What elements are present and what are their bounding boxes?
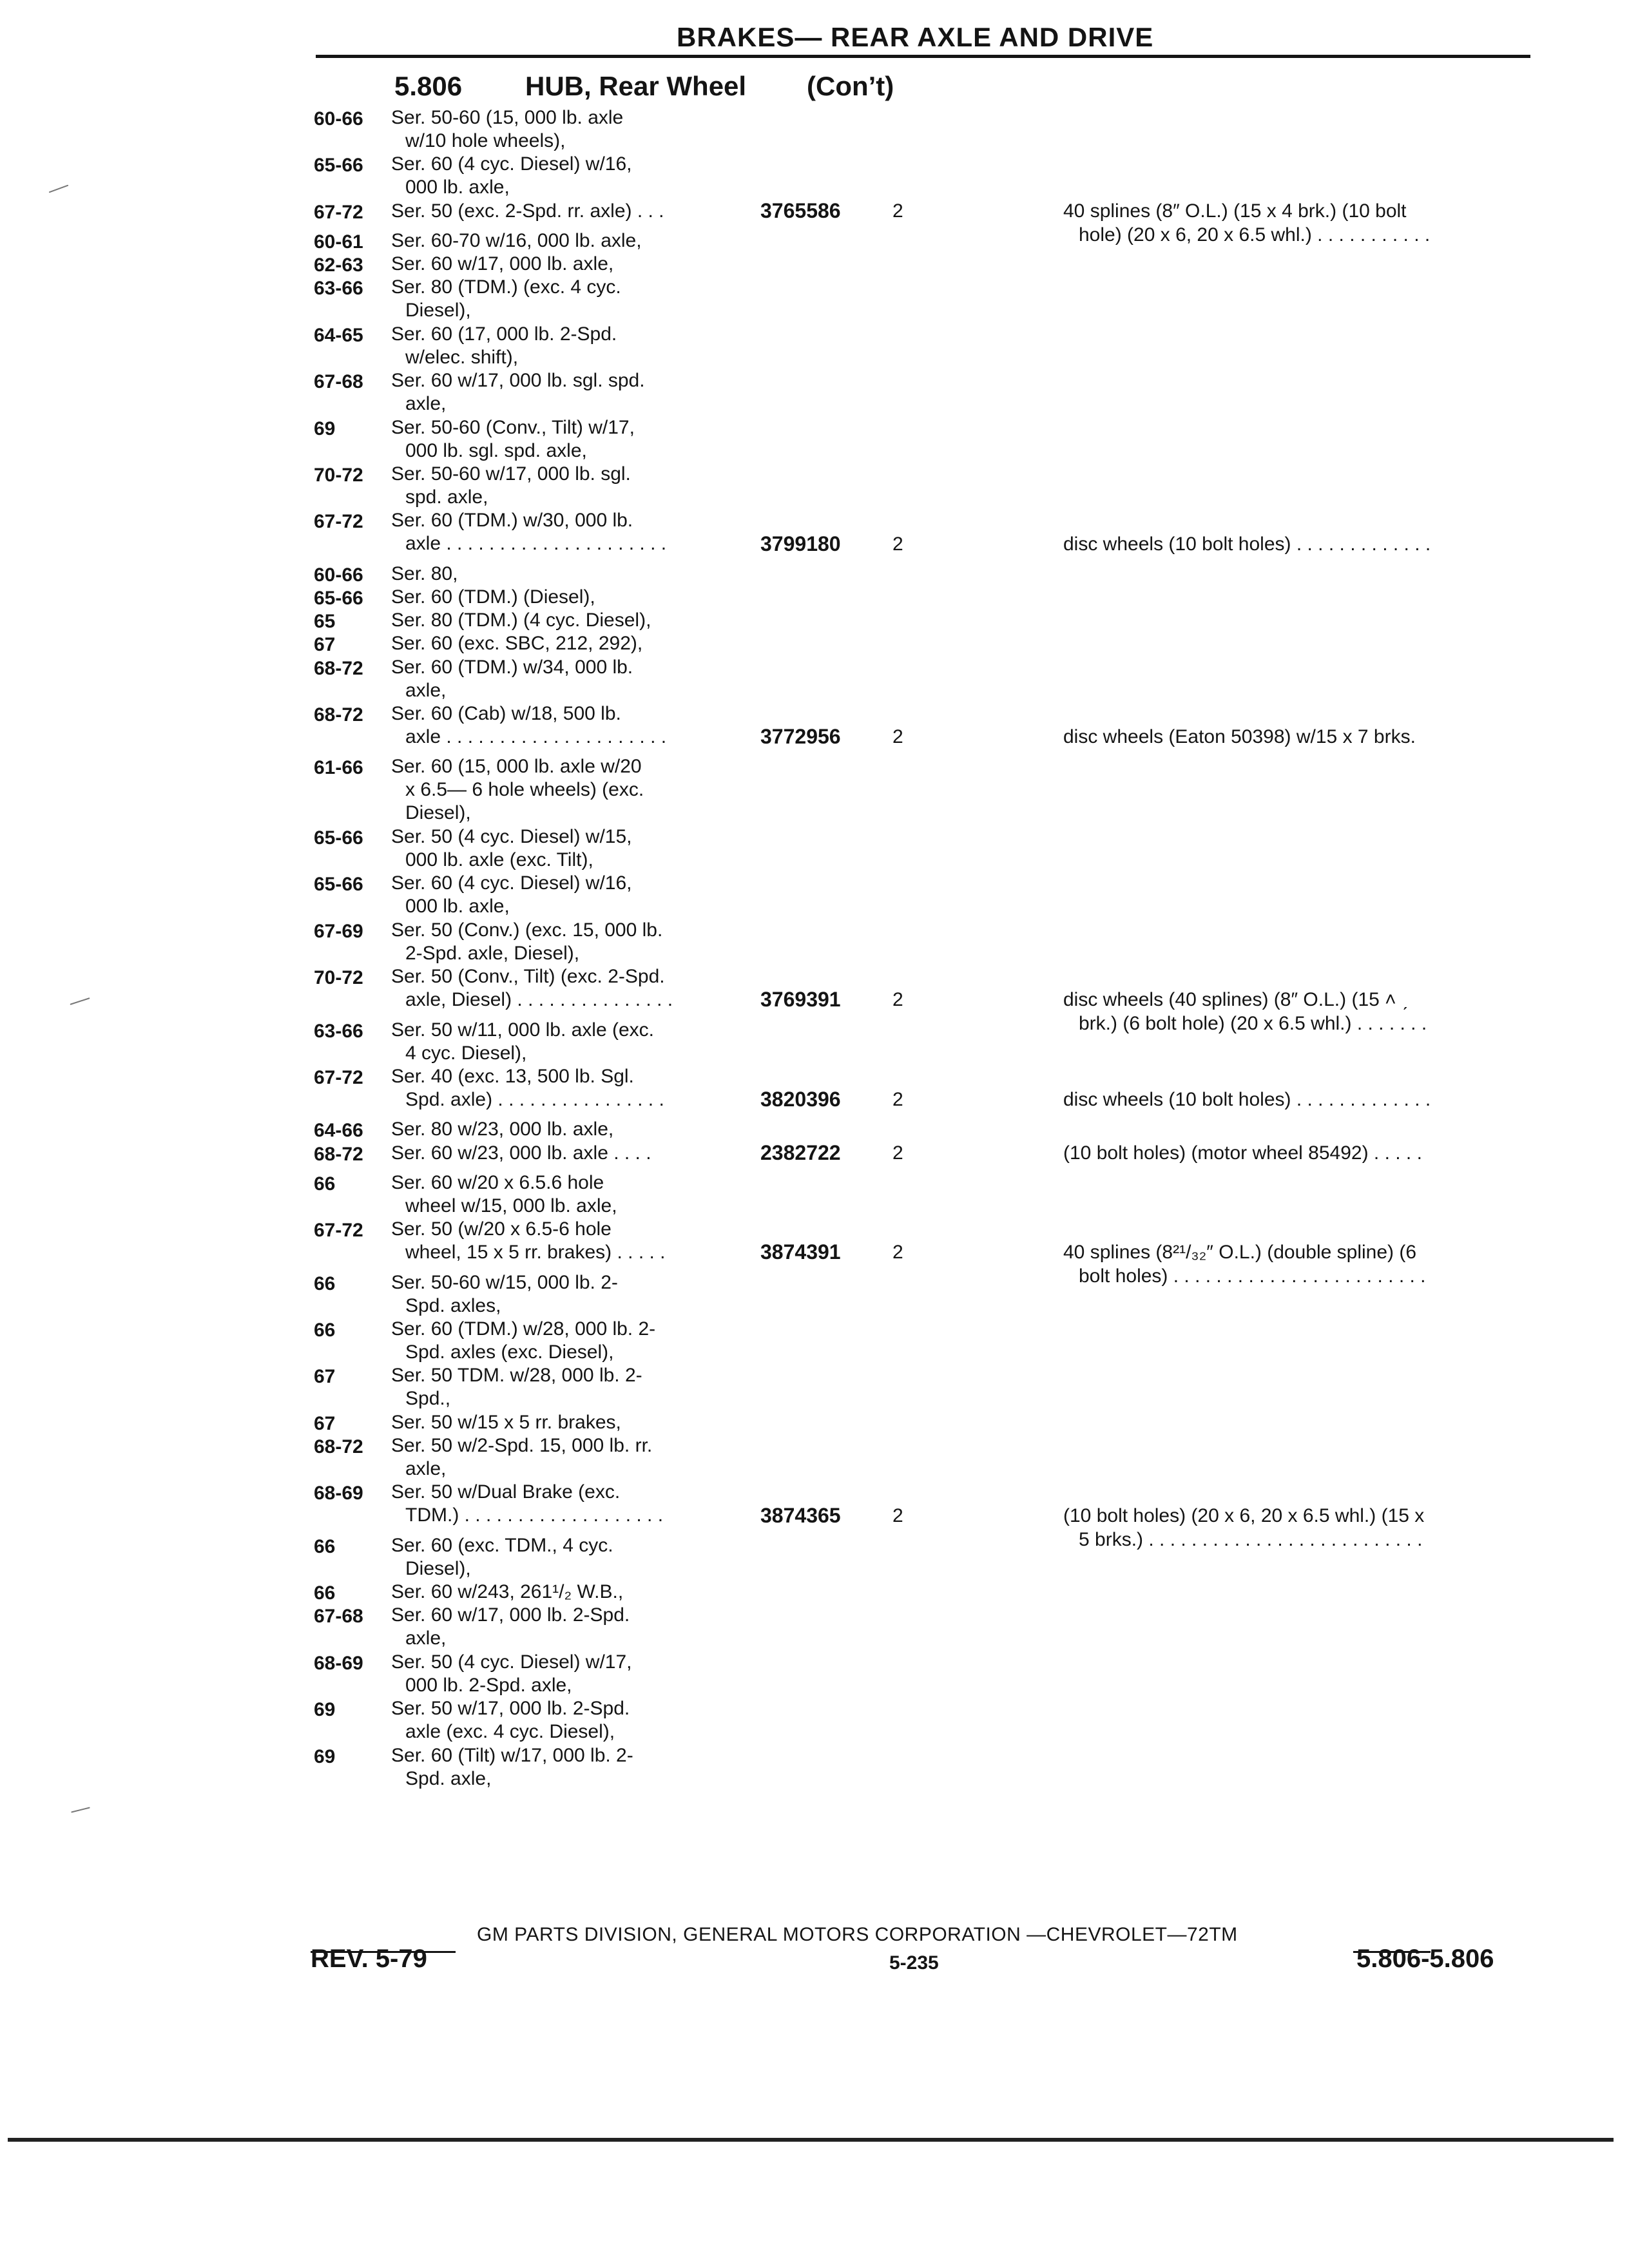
entry-year: 64-65	[314, 324, 363, 346]
entry-year: 70-72	[314, 967, 363, 989]
entry-year: 67	[314, 1366, 336, 1388]
description-line: x 6.5— 6 hole wheels) (exc.	[405, 779, 644, 801]
note-line: disc wheels (40 splines) (8″ O.L.) (15 ˄ ˏ	[1063, 989, 1408, 1011]
quantity: 2	[892, 533, 903, 555]
description-line: axle . . . . . . . . . . . . . . . . . . . . .	[405, 726, 667, 747]
entry-year: 67-72	[314, 511, 363, 533]
entry-year: 67	[314, 1412, 336, 1434]
entry-description	[391, 1481, 663, 1527]
entry-year: 68-72	[314, 1436, 363, 1457]
description-line: Ser. 50-60 w/17, 000 lb. sgl.	[391, 463, 631, 485]
description-line: axle,	[405, 679, 447, 701]
entry-year: 63-66	[314, 1020, 363, 1042]
description-line: Diesel),	[405, 1557, 471, 1579]
entry-description	[391, 1534, 613, 1581]
description-line: Ser. 60 w/17, 000 lb. 2-Spd.	[391, 1604, 630, 1626]
quantity: 2	[892, 1504, 903, 1526]
description-line: axle, Diesel) . . . . . . . . . . . . . . .	[405, 989, 673, 1011]
page-header-title: BRAKES— REAR AXLE AND DRIVE	[677, 22, 1154, 52]
description-line: Ser. 50-60 (15, 000 lb. axle	[391, 107, 624, 128]
part-note	[1063, 199, 1430, 247]
entry-description	[391, 919, 662, 965]
entry-year: 67-68	[314, 1606, 363, 1628]
entry-description	[391, 965, 673, 1012]
description-line: Ser. 60 (4 cyc. Diesel) w/16,	[391, 153, 632, 175]
entry-year: 67-72	[314, 1067, 363, 1088]
description-line: Spd. axle,	[405, 1767, 492, 1789]
entry-year: 65-66	[314, 874, 363, 896]
description-line: wheel w/15, 000 lb. axle,	[405, 1195, 617, 1216]
entry-year: 68-72	[314, 657, 363, 679]
description-line: Ser. 50 (Conv., Tilt) (exc. 2-Spd.	[391, 966, 665, 988]
description-line: axle . . . . . . . . . . . . . . . . . . . . .	[405, 533, 667, 555]
entry-year: 68-72	[314, 704, 363, 726]
entry-description	[391, 1581, 623, 1604]
page-number: 5-235	[889, 1952, 939, 1974]
entry-year: 67	[314, 634, 336, 656]
entry-year: 66	[314, 1173, 336, 1195]
note-line: bolt holes) . . . . . . . . . . . . . . . . . . . . . . . .	[1079, 1265, 1426, 1287]
description-line: Spd. axle) . . . . . . . . . . . . . . . .	[405, 1089, 664, 1110]
description-line: Ser. 50 (4 cyc. Diesel) w/17,	[391, 1651, 632, 1673]
section-number: 5.806	[394, 71, 463, 101]
description-line: Ser. 50 (4 cyc. Diesel) w/15,	[391, 826, 632, 847]
entry-description	[391, 1142, 651, 1165]
header-rule	[316, 55, 1530, 58]
entry-description	[391, 229, 642, 253]
description-line: Diesel),	[405, 802, 471, 824]
entry-description	[391, 562, 458, 586]
entry-description	[391, 632, 642, 655]
note-line: 5 brks.) . . . . . . . . . . . . . . . . . . . . . . . . . .	[1079, 1528, 1423, 1550]
note-line: brk.) (6 bolt hole) (20 x 6.5 whl.) . . . . . . .	[1079, 1013, 1427, 1035]
description-line: Ser. 60 w/17, 000 lb. axle,	[391, 253, 614, 275]
description-line: Ser. 40 (exc. 13, 500 lb. Sgl.	[391, 1066, 634, 1087]
entry-description	[391, 1271, 618, 1318]
description-line: Ser. 50 (w/20 x 6.5-6 hole	[391, 1218, 612, 1240]
entry-year: 67-69	[314, 920, 363, 942]
scan-mark	[49, 185, 69, 193]
entry-description	[391, 609, 651, 632]
description-line: Ser. 50 w/17, 000 lb. 2-Spd.	[391, 1698, 630, 1720]
description-line: Ser. 80 w/23, 000 lb. axle,	[391, 1119, 614, 1140]
entry-year: 60-66	[314, 108, 363, 130]
description-line: axle (exc. 4 cyc. Diesel),	[405, 1721, 615, 1743]
entry-description	[391, 656, 633, 702]
entry-year: 69	[314, 1699, 336, 1721]
part-note	[1063, 725, 1416, 749]
description-line: 000 lb. sgl. spd. axle,	[405, 439, 587, 461]
note-line: disc wheels (Eaton 50398) w/15 x 7 brks.	[1063, 726, 1416, 748]
entry-year: 65-66	[314, 155, 363, 177]
description-line: 2-Spd. axle, Diesel),	[405, 942, 580, 964]
note-line: disc wheels (10 bolt holes) . . . . . . . . . . . . .	[1063, 1089, 1431, 1111]
quantity: 2	[892, 1142, 903, 1164]
description-line: Ser. 50 w/11, 000 lb. axle (exc.	[391, 1019, 655, 1041]
entry-description	[391, 200, 664, 223]
entry-description	[391, 1651, 631, 1697]
description-line: Ser. 60 (15, 000 lb. axle w/20	[391, 756, 642, 778]
entry-description	[391, 872, 631, 918]
entry-description	[391, 586, 595, 609]
entry-year: 67-72	[314, 201, 363, 223]
entry-year: 66	[314, 1582, 336, 1604]
entry-description	[391, 253, 613, 276]
entry-description	[391, 1744, 633, 1791]
description-line: axle,	[405, 1458, 447, 1479]
entry-description	[391, 276, 621, 322]
description-line: Ser. 80 (TDM.) (exc. 4 cyc.	[391, 276, 621, 298]
scan-mark	[71, 1807, 90, 1812]
description-line: Ser. 50 w/2-Spd. 15, 000 lb. rr.	[391, 1435, 653, 1456]
entry-year: 61-66	[314, 757, 363, 779]
entry-description	[391, 323, 617, 369]
entry-description	[391, 825, 631, 872]
description-line: Ser. 50 (exc. 2-Spd. rr. axle) . . .	[391, 200, 664, 222]
entry-year: 60-61	[314, 231, 363, 253]
entry-description	[391, 1218, 666, 1264]
description-line: spd. axle,	[405, 486, 488, 508]
quantity: 2	[892, 1089, 903, 1111]
entry-description	[391, 1065, 664, 1111]
description-line: Ser. 60 w/243, 261¹/₂ W.B.,	[391, 1581, 624, 1603]
description-line: Ser. 50 TDM. w/28, 000 lb. 2-	[391, 1365, 642, 1387]
part-note	[1063, 988, 1427, 1035]
quantity: 2	[892, 989, 903, 1011]
description-line: Ser. 50 w/Dual Brake (exc.	[391, 1481, 621, 1503]
description-line: Ser. 60 (TDM.) w/34, 000 lb.	[391, 656, 633, 678]
description-line: w/10 hole wheels),	[405, 130, 566, 151]
entry-description	[391, 1118, 613, 1141]
quantity: 2	[892, 726, 903, 748]
entry-description	[391, 369, 645, 416]
entry-year: 65	[314, 611, 336, 633]
part-number: 3874391	[760, 1240, 841, 1264]
description-line: 000 lb. axle (exc. Tilt),	[405, 849, 593, 870]
description-line: Ser. 60 (exc. SBC, 212, 292),	[391, 633, 643, 655]
description-line: Ser. 60 (TDM.) w/28, 000 lb. 2-	[391, 1318, 656, 1340]
part-number: 3772956	[760, 725, 841, 749]
entry-year: 64-66	[314, 1120, 363, 1142]
entry-description	[391, 1697, 630, 1744]
part-note	[1063, 1240, 1426, 1288]
description-line: 4 cyc. Diesel),	[405, 1042, 527, 1064]
part-note	[1063, 532, 1431, 556]
entry-description	[391, 1604, 630, 1650]
entry-description	[391, 1434, 652, 1481]
page-bottom-rule	[8, 2138, 1614, 2142]
part-note	[1063, 1141, 1422, 1165]
entry-year: 66	[314, 1535, 336, 1557]
entry-description	[391, 1171, 617, 1218]
part-number: 3874365	[760, 1503, 841, 1527]
entry-description	[391, 463, 631, 509]
entry-year: 68-72	[314, 1143, 363, 1165]
section-title: HUB, Rear Wheel	[525, 71, 747, 101]
description-line: Ser. 50-60 w/15, 000 lb. 2-	[391, 1271, 618, 1293]
entry-year: 69	[314, 1745, 336, 1767]
description-line: 000 lb. axle,	[405, 896, 510, 918]
section-continued: (Con’t)	[807, 71, 894, 101]
description-line: Ser. 60 w/17, 000 lb. sgl. spd.	[391, 370, 645, 392]
description-line: axle,	[405, 393, 447, 415]
description-line: Spd. axles,	[405, 1294, 501, 1316]
part-number: 3799180	[760, 532, 841, 555]
note-line: disc wheels (10 bolt holes) . . . . . . . . . . . . .	[1063, 533, 1431, 555]
entry-year: 68-69	[314, 1483, 363, 1504]
entry-description	[391, 1364, 642, 1410]
entry-year: 60-66	[314, 564, 363, 586]
description-line: Ser. 60 w/20 x 6.5.6 hole	[391, 1171, 604, 1193]
description-line: Ser. 60 (exc. TDM., 4 cyc.	[391, 1534, 613, 1556]
part-number: 2382722	[760, 1140, 841, 1164]
note-line: hole) (20 x 6, 20 x 6.5 whl.) . . . . . . . . . . .	[1079, 224, 1431, 245]
part-number: 3765586	[760, 198, 841, 222]
description-line: wheel, 15 x 5 rr. brakes) . . . . .	[405, 1242, 666, 1264]
part-number: 3820396	[760, 1088, 841, 1111]
description-line: axle,	[405, 1628, 447, 1649]
entry-year: 65-66	[314, 827, 363, 849]
entry-year: 66	[314, 1320, 336, 1341]
note-line: (10 bolt holes) (motor wheel 85492) . . . . .	[1063, 1142, 1422, 1164]
note-line: (10 bolt holes) (20 x 6, 20 x 6.5 whl.) (15 x	[1063, 1504, 1425, 1526]
description-line: Spd.,	[405, 1388, 451, 1410]
description-line: Ser. 50-60 (Conv., Tilt) w/17,	[391, 416, 635, 438]
entry-description	[391, 153, 631, 199]
scan-mark	[70, 997, 90, 1005]
description-line: 000 lb. axle,	[405, 177, 510, 198]
entry-description	[391, 416, 635, 463]
description-line: Spd. axles (exc. Diesel),	[405, 1341, 614, 1363]
quantity: 2	[892, 200, 903, 222]
part-note	[1063, 1088, 1431, 1111]
entry-description	[391, 1019, 654, 1065]
description-line: Ser. 60 (TDM.) (Diesel),	[391, 586, 595, 608]
entry-year: 62-63	[314, 255, 363, 276]
entry-year: 69	[314, 418, 336, 439]
entry-description	[391, 1411, 621, 1434]
entry-year: 70-72	[314, 465, 363, 486]
description-line: Ser. 60 (Cab) w/18, 500 lb.	[391, 703, 621, 724]
entry-year: 67-68	[314, 371, 363, 393]
entry-description	[391, 755, 644, 825]
description-line: Diesel),	[405, 300, 471, 322]
entry-description	[391, 106, 623, 153]
description-line: 000 lb. 2-Spd. axle,	[405, 1674, 572, 1696]
description-line: Ser. 60-70 w/16, 000 lb. axle,	[391, 230, 642, 251]
description-line: Ser. 60 (TDM.) w/30, 000 lb.	[391, 510, 633, 532]
note-line: 40 splines (8″ O.L.) (15 x 4 brk.) (10 bolt	[1063, 200, 1407, 222]
entry-description	[391, 509, 666, 555]
description-line: Ser. 60 (Tilt) w/17, 000 lb. 2-	[391, 1744, 633, 1766]
description-line: Ser. 50 w/15 x 5 rr. brakes,	[391, 1411, 621, 1433]
footer-publisher: GM PARTS DIVISION, GENERAL MOTORS CORPORATION —CHEVROLET—72TM	[477, 1924, 1238, 1945]
description-line: TDM.) . . . . . . . . . . . . . . . . . . .	[405, 1504, 664, 1526]
description-line: Ser. 60 (17, 000 lb. 2-Spd.	[391, 323, 617, 345]
description-line: Ser. 80,	[391, 562, 458, 584]
description-line: Ser. 80 (TDM.) (4 cyc. Diesel),	[391, 610, 651, 631]
part-note	[1063, 1504, 1424, 1552]
description-line: Ser. 60 w/23, 000 lb. axle . . . .	[391, 1142, 651, 1164]
entry-year: 65-66	[314, 588, 363, 609]
description-line: Ser. 50 (Conv.) (exc. 15, 000 lb.	[391, 919, 663, 941]
entry-year: 66	[314, 1273, 336, 1294]
description-line: w/elec. shift),	[405, 346, 519, 368]
quantity: 2	[892, 1242, 903, 1264]
entry-description	[391, 702, 666, 749]
section-range: 5.806-5.806	[1356, 1945, 1494, 1973]
revision-date: REV. 5-79	[311, 1945, 427, 1973]
entry-year: 63-66	[314, 278, 363, 300]
entry-year: 68-69	[314, 1652, 363, 1674]
description-line: Ser. 60 (4 cyc. Diesel) w/16,	[391, 872, 632, 894]
note-line: 40 splines (8²¹/₃₂″ O.L.) (double spline) (6	[1063, 1242, 1417, 1264]
part-number: 3769391	[760, 988, 841, 1012]
entry-description	[391, 1318, 655, 1364]
entry-year: 67-72	[314, 1220, 363, 1242]
